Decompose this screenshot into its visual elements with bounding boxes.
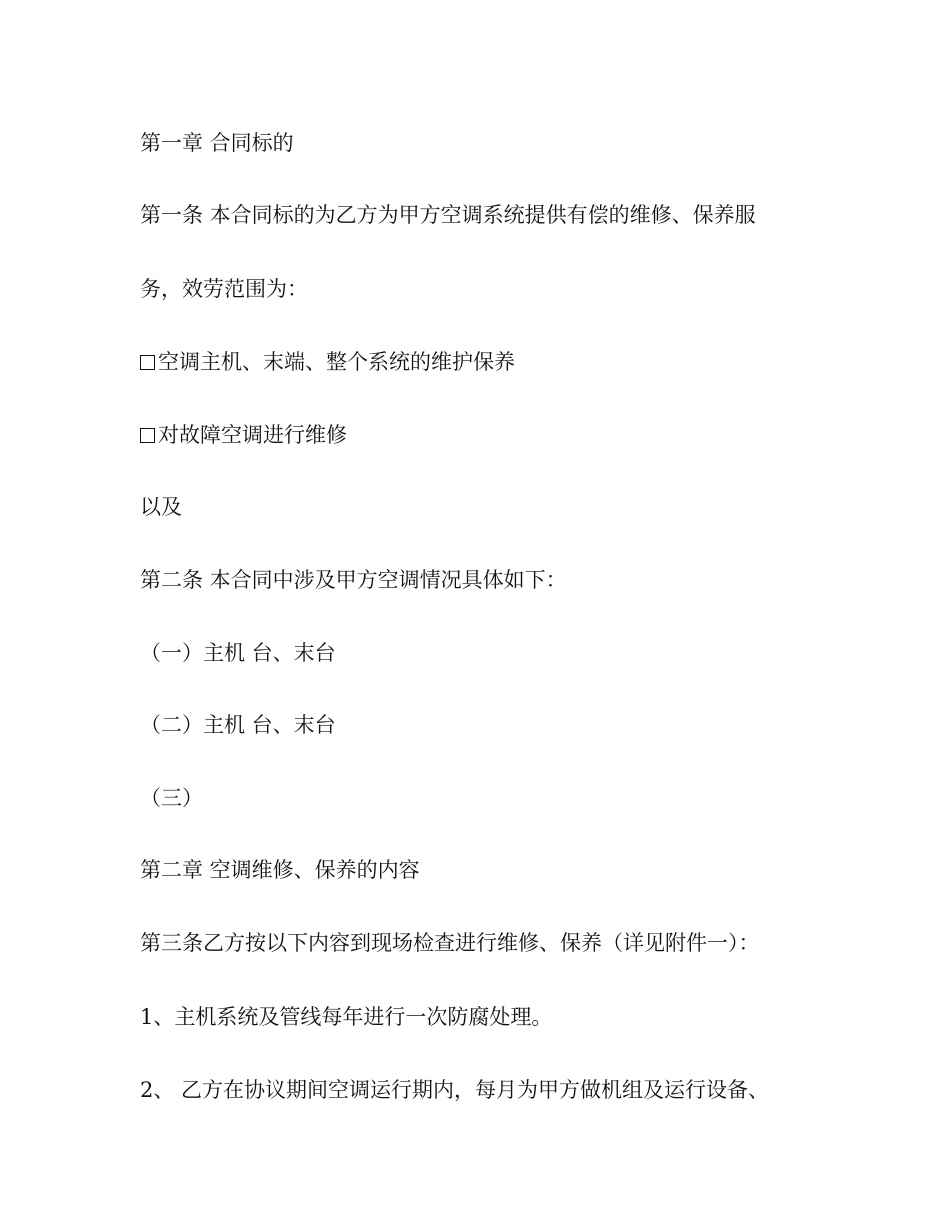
- unit-list-item-1: （一）主机 台、末台: [140, 641, 336, 665]
- unit-list-item-2: （二）主机 台、末台: [140, 713, 336, 737]
- chapter-2-heading: 第二章 空调维修、保养的内容: [140, 858, 420, 882]
- maintenance-item-1: 1、主机系统及管线每年进行一次防腐处理。: [140, 1005, 553, 1029]
- and-text: 以及: [140, 495, 182, 519]
- checkbox-icon[interactable]: [140, 428, 155, 443]
- unit-list-item-3: （三）: [140, 786, 203, 810]
- service-option-1-label: 空调主机、末端、整个系统的维护保养: [158, 350, 515, 374]
- article-1-text-line-2: 务，效劳范围为：: [140, 277, 308, 301]
- service-option-2-label: 对故障空调进行维修: [158, 423, 347, 447]
- article-3-text: 第三条乙方按以下内容到现场检查进行维修、保养（详见附件一）：: [140, 931, 760, 955]
- checkbox-icon[interactable]: [140, 355, 155, 370]
- chapter-1-heading: 第一章 合同标的: [140, 131, 294, 155]
- article-2-text: 第二条 本合同中涉及甲方空调情况具体如下：: [140, 568, 567, 592]
- service-option-2: [140, 422, 347, 448]
- service-option-1: [140, 349, 515, 375]
- article-1-text-line-1: 第一条 本合同标的为乙方为甲方空调系统提供有偿的维修、保养服: [140, 203, 756, 227]
- maintenance-item-2: 2、 乙方在协议期间空调运行期内，每月为甲方做机组及运行设备、: [140, 1078, 770, 1102]
